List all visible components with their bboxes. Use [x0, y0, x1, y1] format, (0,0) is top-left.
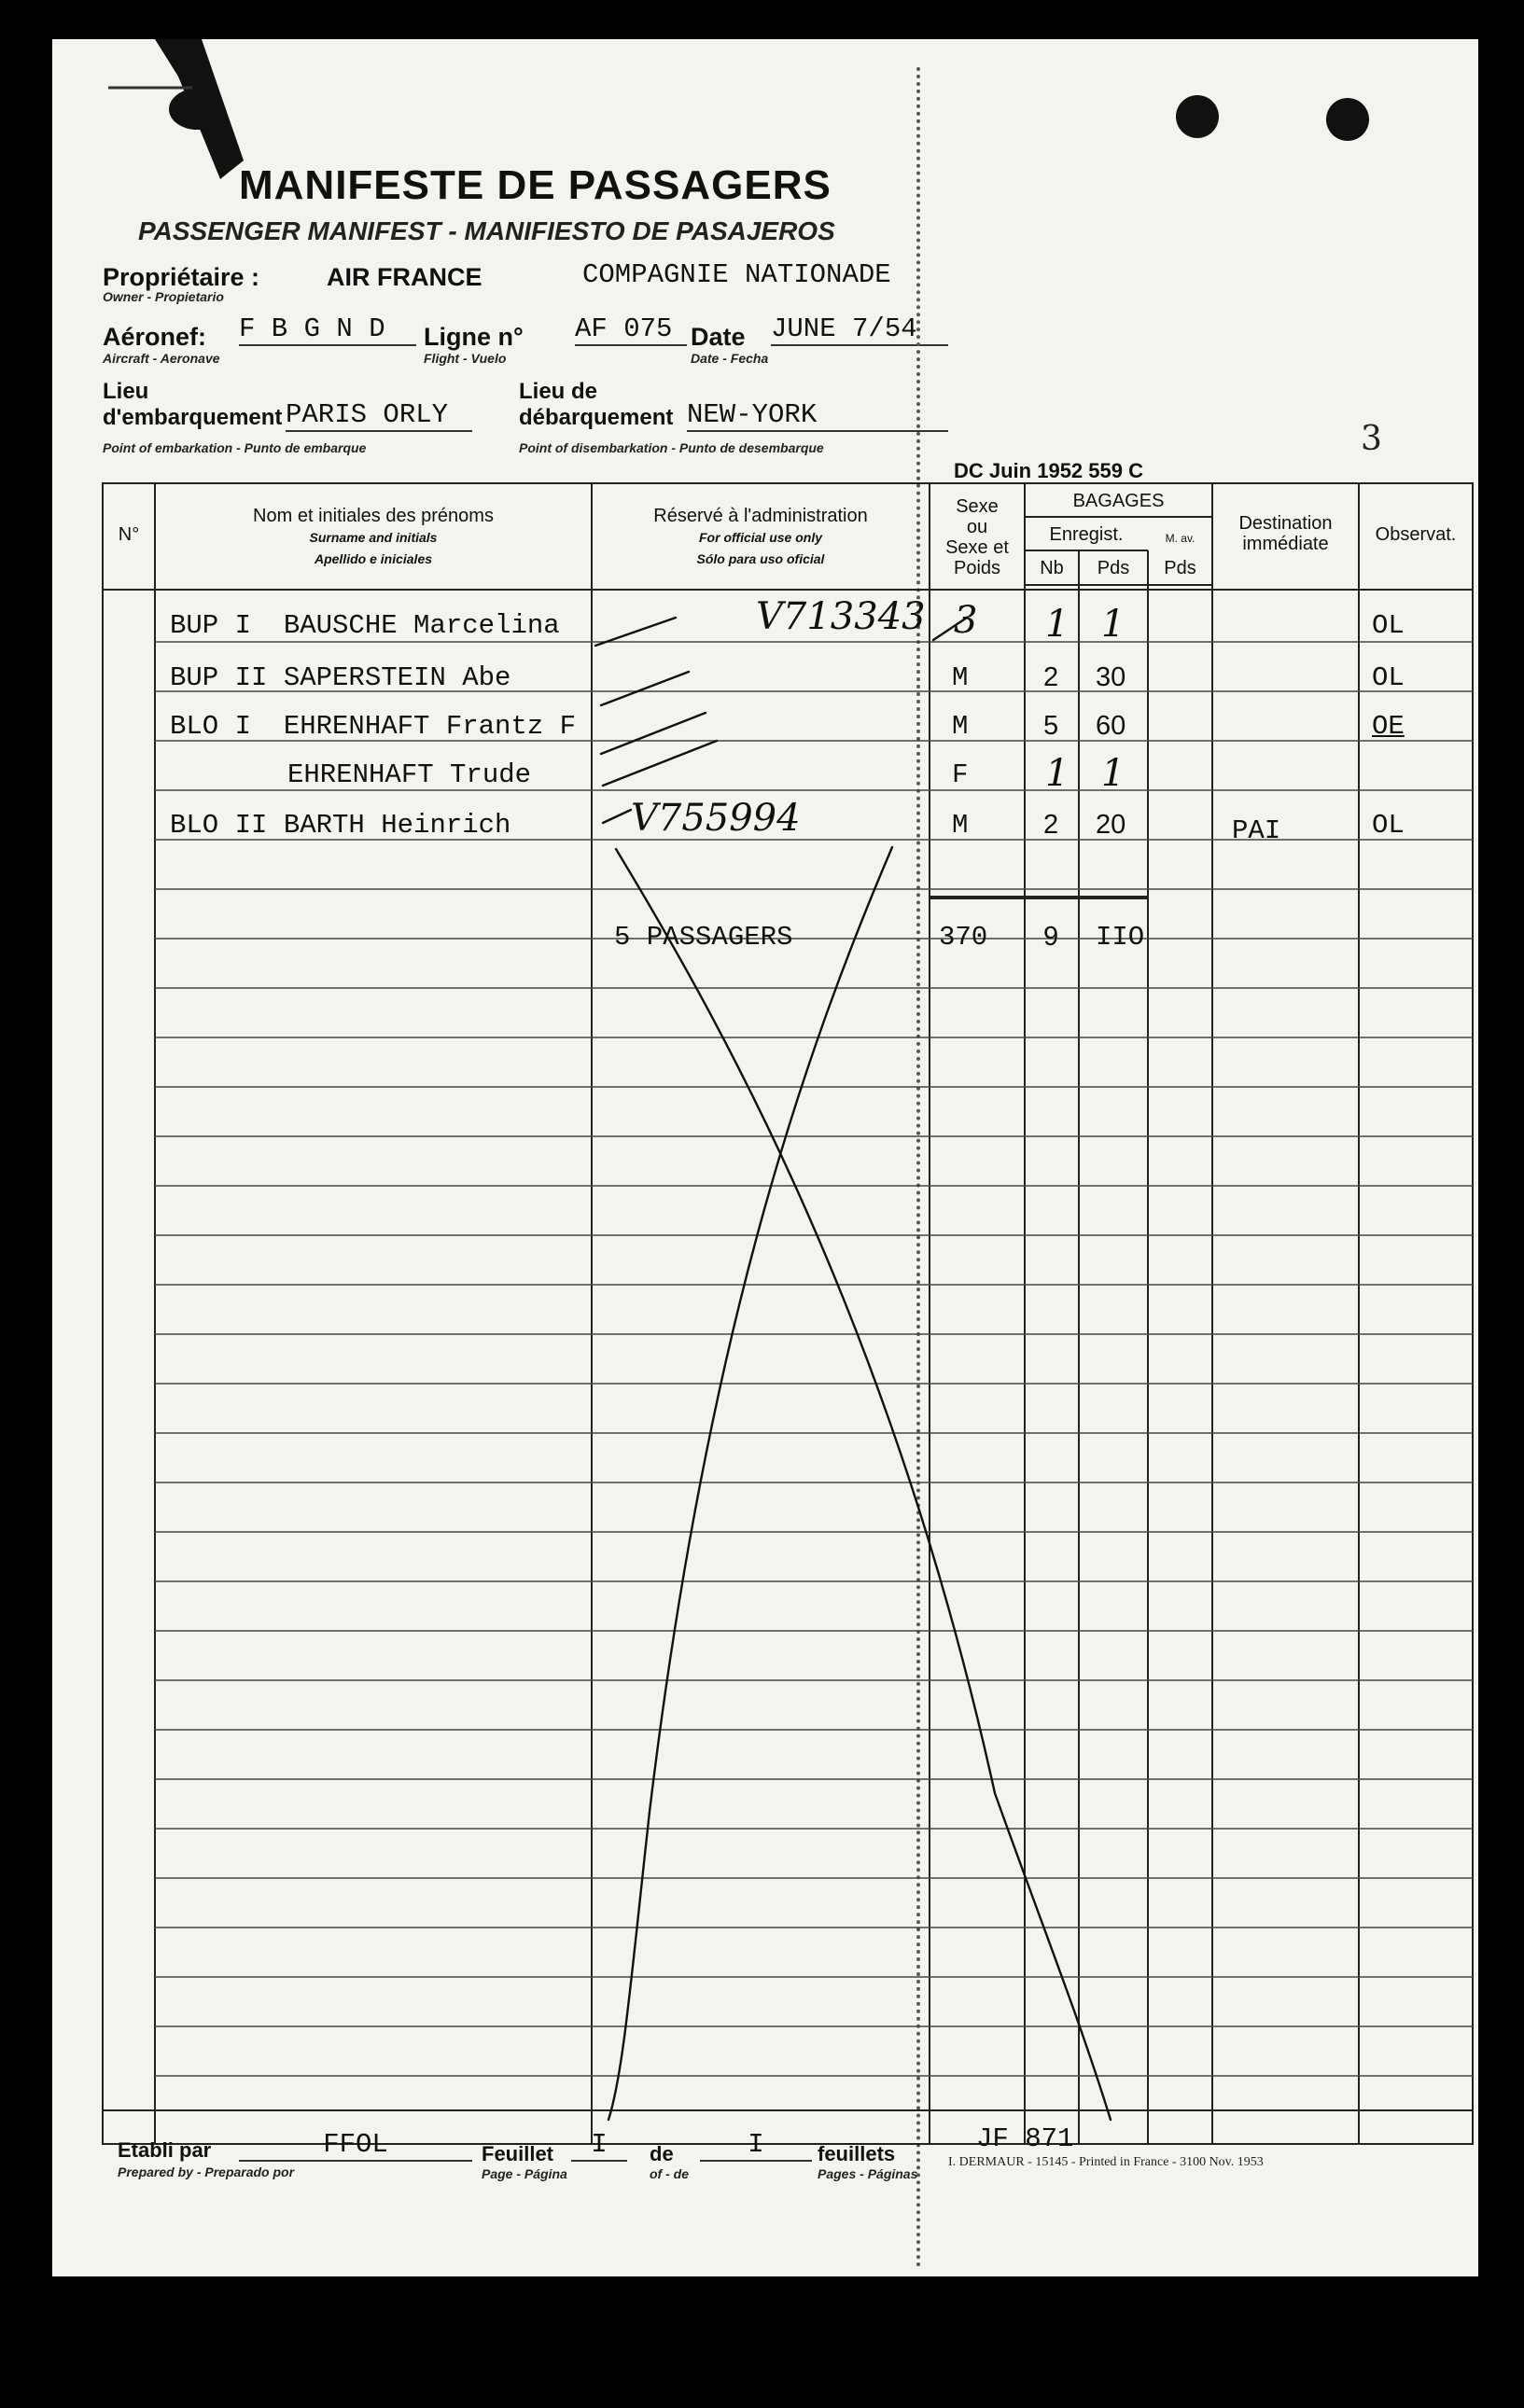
sheet-value: I	[571, 2129, 627, 2162]
col-header-admin-es: Sólo para uso oficial	[696, 551, 825, 566]
embark-sublabel: Point of embarkation - Punto de embarque	[103, 440, 367, 455]
row-4-nb: 1	[1045, 752, 1070, 795]
owner-typed-value: COMPAGNIE NATIONADE	[582, 259, 891, 290]
page-number-mark: 3	[1361, 420, 1382, 458]
page-subtitle: PASSENGER MANIFEST - MANIFIESTO DE PASAJEROS	[138, 216, 835, 245]
col-header-nb: Nb	[1040, 558, 1064, 578]
col-header-observations: Observat.	[1375, 524, 1457, 545]
row-5-obs: OL	[1372, 810, 1405, 841]
disembark-sublabel: Point of disembarkation - Punto de desembarque	[519, 440, 824, 455]
row-5-admin: V755994	[631, 797, 801, 840]
col-header-sex-l4: Poids	[953, 558, 1001, 578]
row-1-nb: 1	[1045, 603, 1070, 646]
pen-strokes	[52, 39, 1478, 2276]
total-passengers: 5 PASSAGERS	[614, 922, 793, 953]
date-label: Date	[691, 323, 746, 351]
pages-label: feuillets	[818, 2142, 896, 2165]
row-2-pds: 30	[1096, 662, 1126, 692]
row-2-obs: OL	[1372, 662, 1405, 693]
total-bags: 9	[1043, 922, 1059, 952]
aircraft-label: Aéronef:	[103, 323, 207, 351]
manifest-page	[52, 39, 1478, 2276]
row-3-name: BLO I EHRENHAFT Frantz F	[170, 711, 577, 742]
row-5-pds: 20	[1096, 810, 1126, 840]
date-sublabel: Date - Fecha	[691, 351, 769, 366]
aircraft-value: F B G N D	[239, 313, 416, 346]
col-header-hand: M. av.	[1165, 532, 1195, 545]
owner-value: AIR FRANCE	[327, 263, 482, 291]
row-3-obs: OE	[1372, 711, 1405, 742]
of-value: I	[700, 2129, 812, 2162]
sheet-label: Feuillet	[482, 2142, 554, 2165]
col-header-destination-l1: Destination	[1238, 513, 1333, 534]
disembark-label-line2: débarquement	[519, 405, 674, 430]
row-4-pds: 1	[1101, 752, 1126, 795]
disembark-value: NEW-YORK	[687, 399, 948, 432]
row-5-nb: 2	[1043, 810, 1059, 840]
col-header-hand-pds: Pds	[1164, 558, 1196, 578]
printer-imprint: I. DERMAUR - 15145 - Printed in France - 3100 Nov. 1953	[948, 2155, 1264, 2169]
row-1-sex: 3	[954, 599, 978, 642]
col-header-no: N°	[118, 524, 140, 545]
col-header-name-fr: Nom et initiales des prénoms	[253, 506, 494, 526]
row-5-sex: M	[952, 810, 969, 841]
col-header-registered: Enregist.	[1049, 524, 1124, 545]
embark-value: PARIS ORLY	[286, 399, 472, 432]
prepared-by-value: FFOL	[239, 2129, 472, 2162]
flight-label: Ligne n°	[424, 323, 524, 351]
prepared-by-sublabel: Prepared by - Preparado por	[118, 2164, 295, 2179]
owner-label: Propriétaire :	[103, 263, 260, 291]
embark-label-line1: Lieu	[103, 379, 149, 404]
page-title: MANIFESTE DE PASSAGERS	[239, 162, 832, 208]
row-2-name: BUP II SAPERSTEIN Abe	[170, 662, 511, 693]
col-header-pds: Pds	[1097, 558, 1130, 578]
sheet-sublabel: Page - Página	[482, 2166, 567, 2181]
disembark-label-line1: Lieu de	[519, 379, 598, 404]
row-5-dest: PAI	[1232, 815, 1281, 846]
of-label: de	[650, 2142, 674, 2165]
row-4-name: EHRENHAFT Trude	[287, 759, 532, 790]
form-code: DC Juin 1952 559 C	[954, 459, 1143, 482]
embark-label-line2: d'embarquement	[103, 405, 283, 430]
col-header-name-en: Surname and initials	[309, 530, 438, 545]
flight-sublabel: Flight - Vuelo	[424, 351, 507, 366]
col-header-admin-en: For official use only	[699, 530, 822, 545]
row-3-sex: M	[952, 711, 969, 742]
row-3-nb: 5	[1043, 711, 1059, 741]
pages-sublabel: Pages - Páginas	[818, 2166, 918, 2181]
owner-sublabel: Owner - Propietario	[103, 289, 224, 304]
flight-value: AF 075	[575, 313, 687, 346]
col-header-destination-l2: immédiate	[1242, 534, 1329, 554]
row-1-obs: OL	[1372, 610, 1405, 641]
col-header-sex-l2: ou	[966, 517, 988, 537]
row-3-pds: 60	[1096, 711, 1126, 741]
col-header-sex-l3: Sexe et	[945, 537, 1009, 558]
of-sublabel: of - de	[650, 2166, 689, 2181]
col-header-sex-l1: Sexe	[956, 496, 999, 517]
aircraft-sublabel: Aircraft - Aeronave	[103, 351, 220, 366]
total-weight: 370	[939, 922, 988, 953]
col-header-name-es: Apellido e iniciales	[314, 551, 433, 566]
footer-code: JF 871	[976, 2123, 1074, 2154]
col-header-baggage: BAGAGES	[1072, 491, 1165, 511]
row-1-name: BUP I BAUSCHE Marcelina	[170, 610, 560, 641]
row-5-name: BLO II BARTH Heinrich	[170, 810, 511, 841]
row-1-pds: 1	[1101, 603, 1126, 646]
col-header-admin-fr: Réservé à l'administration	[653, 506, 868, 526]
row-2-nb: 2	[1043, 662, 1059, 692]
total-bag-weight: IIO	[1096, 922, 1145, 953]
row-2-sex: M	[952, 662, 969, 693]
prepared-by-label: Etabli par	[118, 2138, 212, 2162]
row-4-sex: F	[952, 759, 969, 790]
date-value: JUNE 7/54	[771, 313, 948, 346]
row-1-admin: V713343	[756, 595, 926, 638]
